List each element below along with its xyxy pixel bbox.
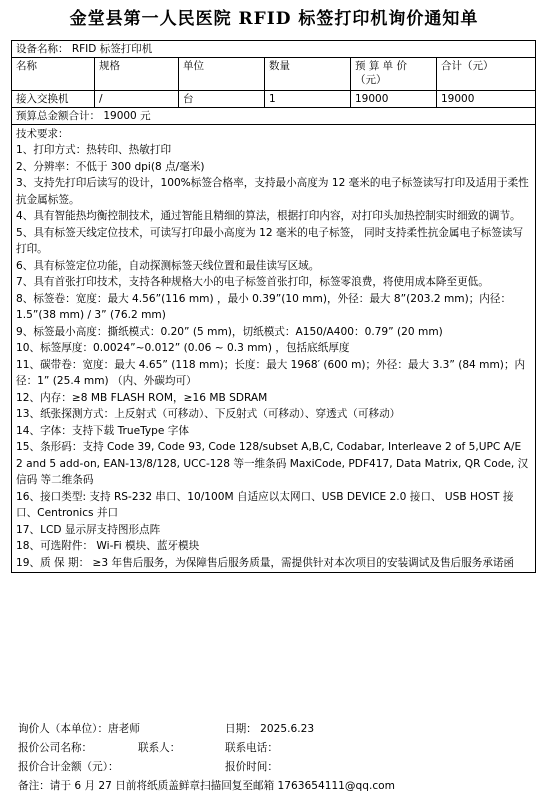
header-unit-price: 预 算 单 价（元）	[351, 58, 437, 91]
time-label: 报价时间：	[225, 761, 278, 773]
footer-row-2	[18, 739, 538, 758]
header-spec: 规格	[95, 58, 179, 91]
budget-row	[12, 108, 536, 125]
item-unit: 台	[179, 91, 265, 108]
contact-label: 联系人：	[138, 742, 181, 754]
item-unit-price: 19000	[351, 91, 437, 108]
requirement-item: 11、碳带卷：宽度：最大 4.65” (118 mm)；长度：最大 1968′ (600 m)；外径：最大 3.3” (84 mm)；内径：1” (25.4 mm) （内、外碳均可）	[16, 358, 526, 387]
footer-row-1	[18, 720, 538, 739]
footer-row-3	[18, 758, 538, 777]
footer	[18, 720, 538, 796]
requirement-item: 12、内存：≥8 MB FLASH ROM，≥16 MB SDRAM	[16, 391, 268, 404]
date-label: 日期： 2025.6.23	[225, 723, 315, 735]
requirement-item: 3、支持先打印后读写的设计，100%标签合格率，支持最小高度为 12 毫米的电子标签读写打印及适用于柔性抗金属标签。	[16, 177, 529, 206]
page-title: 金堂县第一人民医院 RFID 标签打印机询价通知单	[69, 9, 479, 29]
inquirer-label: 询价人（本单位）：唐老师	[18, 723, 140, 735]
device-name-cell: 设备名称： RFID 标签打印机	[12, 41, 536, 58]
header-qty: 数量	[265, 58, 351, 91]
requirement-item: 15、条形码：支持 Code 39, Code 93, Code 128/subset A,B,C, Codabar, Interleave 2 of 5,UPC A/E 2 and 5 add-on, EAN-13/8/128, UCC-128 等一维条码 MaxiCode, PDF417, Data Matrix, QR Code, 汉信码 等二维条码	[16, 441, 529, 486]
footer-row-4	[18, 777, 538, 796]
requirement-item: 18、可选附件： Wi-Fi 模块、蓝牙模块	[16, 540, 200, 552]
requirement-item: 19、质 保 期： ≥3 年售后服务，为保障售后服务质量，需提供针对本次项目的安装调试及售后服务承诺函	[16, 556, 515, 569]
requirement-item: 5、具有标签天线定位技术，可读写打印最小高度为 12 毫米的电子标签， 同时支持柔性抗金属电子标签读写打印。	[16, 226, 524, 255]
item-name: 接入交换机	[12, 91, 95, 108]
requirement-item: 2、分辨率：不低于 300 dpi(8 点/毫米)	[16, 160, 205, 173]
requirements-cell	[12, 125, 536, 573]
requirement-item: 10、标签厚度：0.0024”~0.012” (0.06 ~ 0.3 mm) ，包括底纸厚度	[16, 342, 350, 354]
requirement-item: 1、打印方式：热转印、热敏打印	[16, 144, 172, 156]
requirements-row	[12, 125, 536, 573]
item-qty: 1	[265, 91, 351, 108]
requirement-item: 7、具有首张打印技术，支持各种规格大小的电子标签首张打印，标签零浪费，将使用成本降至更低。	[16, 276, 489, 288]
item-spec: /	[95, 91, 179, 108]
item-row	[12, 91, 536, 108]
requirement-item: 8、标签卷：宽度：最大 4.56”(116 mm) ，最小 0.39”(10 mm)，外径：最大 8”(203.2 mm)；内径：1.5”(38 mm) / 3” (76.2 mm)	[16, 292, 512, 321]
requirement-item: 13、纸张探测方式：上反射式（可移动）、下反射式（可移动）、穿透式（可移动）	[16, 408, 401, 420]
requirement-item: 4、具有智能热均衡控制技术，通过智能且精细的算法，根据打印内容，对打印头加热控制实时细致的调节。	[16, 210, 521, 222]
requirement-item: 17、LCD 显示屏支持图形点阵	[16, 523, 161, 536]
requirement-item: 9、标签最小高度：撕纸模式：0.20” (5 mm)，切纸模式：A150/A400：0.79” (20 mm)	[16, 325, 443, 338]
requirement-item: 16、接口类型: 支持 RS-232 串口、10/100M 自适应以太网口、USB DEVICE 2.0 接口、 USB HOST 接口、Centronics 并口	[16, 490, 514, 519]
requirement-item: 14、字体：支持下载 TrueType 字体	[16, 424, 189, 437]
requirement-item: 6、具有标签定位功能，自动探测标签天线位置和最佳读写区域。	[16, 259, 320, 272]
header-total: 合计（元）	[437, 58, 536, 91]
device-row	[12, 41, 536, 58]
item-total: 19000	[437, 91, 536, 108]
company-label: 报价公司名称：	[18, 742, 93, 754]
amount-label: 报价合计金额（元）：	[18, 761, 119, 773]
note-text: 备注：请于 6 月 27 日前将纸质盖鲜章扫描回复至邮箱 1763654111@qq.com	[18, 780, 395, 792]
budget-total-cell: 预算总金额合计： 19000 元	[12, 108, 536, 125]
inquiry-table	[11, 40, 536, 573]
phone-label: 联系电话：	[225, 742, 278, 754]
header-unit: 单位	[179, 58, 265, 91]
header-row	[12, 58, 536, 91]
header-name: 名称	[12, 58, 95, 91]
requirements-title: 技术要求：	[16, 128, 69, 140]
